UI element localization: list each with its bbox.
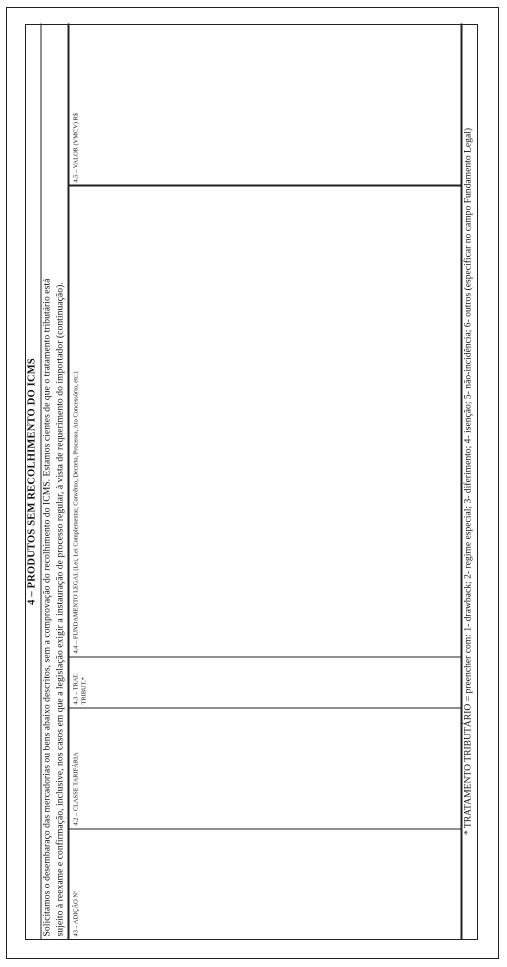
col-divider-2 bbox=[68, 708, 461, 709]
section-title: 4 – PRODUTOS SEM RECOLHIMENTO DO ICMS bbox=[26, 358, 38, 605]
column-header-classe-tarifaria: 4.2 – CLASSE TARIFÁRIA bbox=[72, 752, 80, 826]
col-divider-3 bbox=[68, 657, 461, 658]
column-header-valor: 4.5 – VALOR (VMCV) R$ bbox=[72, 112, 80, 183]
table-top-border bbox=[68, 24, 70, 940]
form-frame bbox=[25, 24, 478, 940]
intro-text bbox=[42, 32, 67, 937]
col-divider-1 bbox=[68, 829, 461, 830]
col-divider-4 bbox=[68, 185, 461, 187]
footer-note: * TRATAMENTO TRIBUTÁRIO = preencher com: 1- drawback; 2- regime especial; 3- diferimento; 4- isenção; 5- não-incidência; 6- outros (especificar no campo Fundamento Legal) bbox=[462, 127, 474, 836]
intro-line-1: Solicitamos o desembaraço das mercadorias ou bens abaixo descritos, sem a comprovação do recolhimento do ICMS. Estamos cientes de que o tratamento tributário está bbox=[41, 278, 53, 937]
column-header-adicao: 43 – ADIÇÃO Nº bbox=[72, 891, 80, 937]
intro-line-2: sujeito à reexame e confirmação, inclusive, nos casos em que a legislação exigir a instauração de processo regular, à vista de requerimento do importador (continuação). bbox=[54, 282, 65, 937]
column-header-trat-tribut: 4.3 – TRAT. TRIBUT.* bbox=[72, 673, 88, 705]
rotated-form bbox=[25, 24, 478, 940]
column-header-fundamento-legal: 4.4 – FUNDAMENTO LEGAL (Lei, Lei Complementar, Convênio, Decreto, Processo, Ato Concessório, etc.) bbox=[72, 371, 80, 654]
